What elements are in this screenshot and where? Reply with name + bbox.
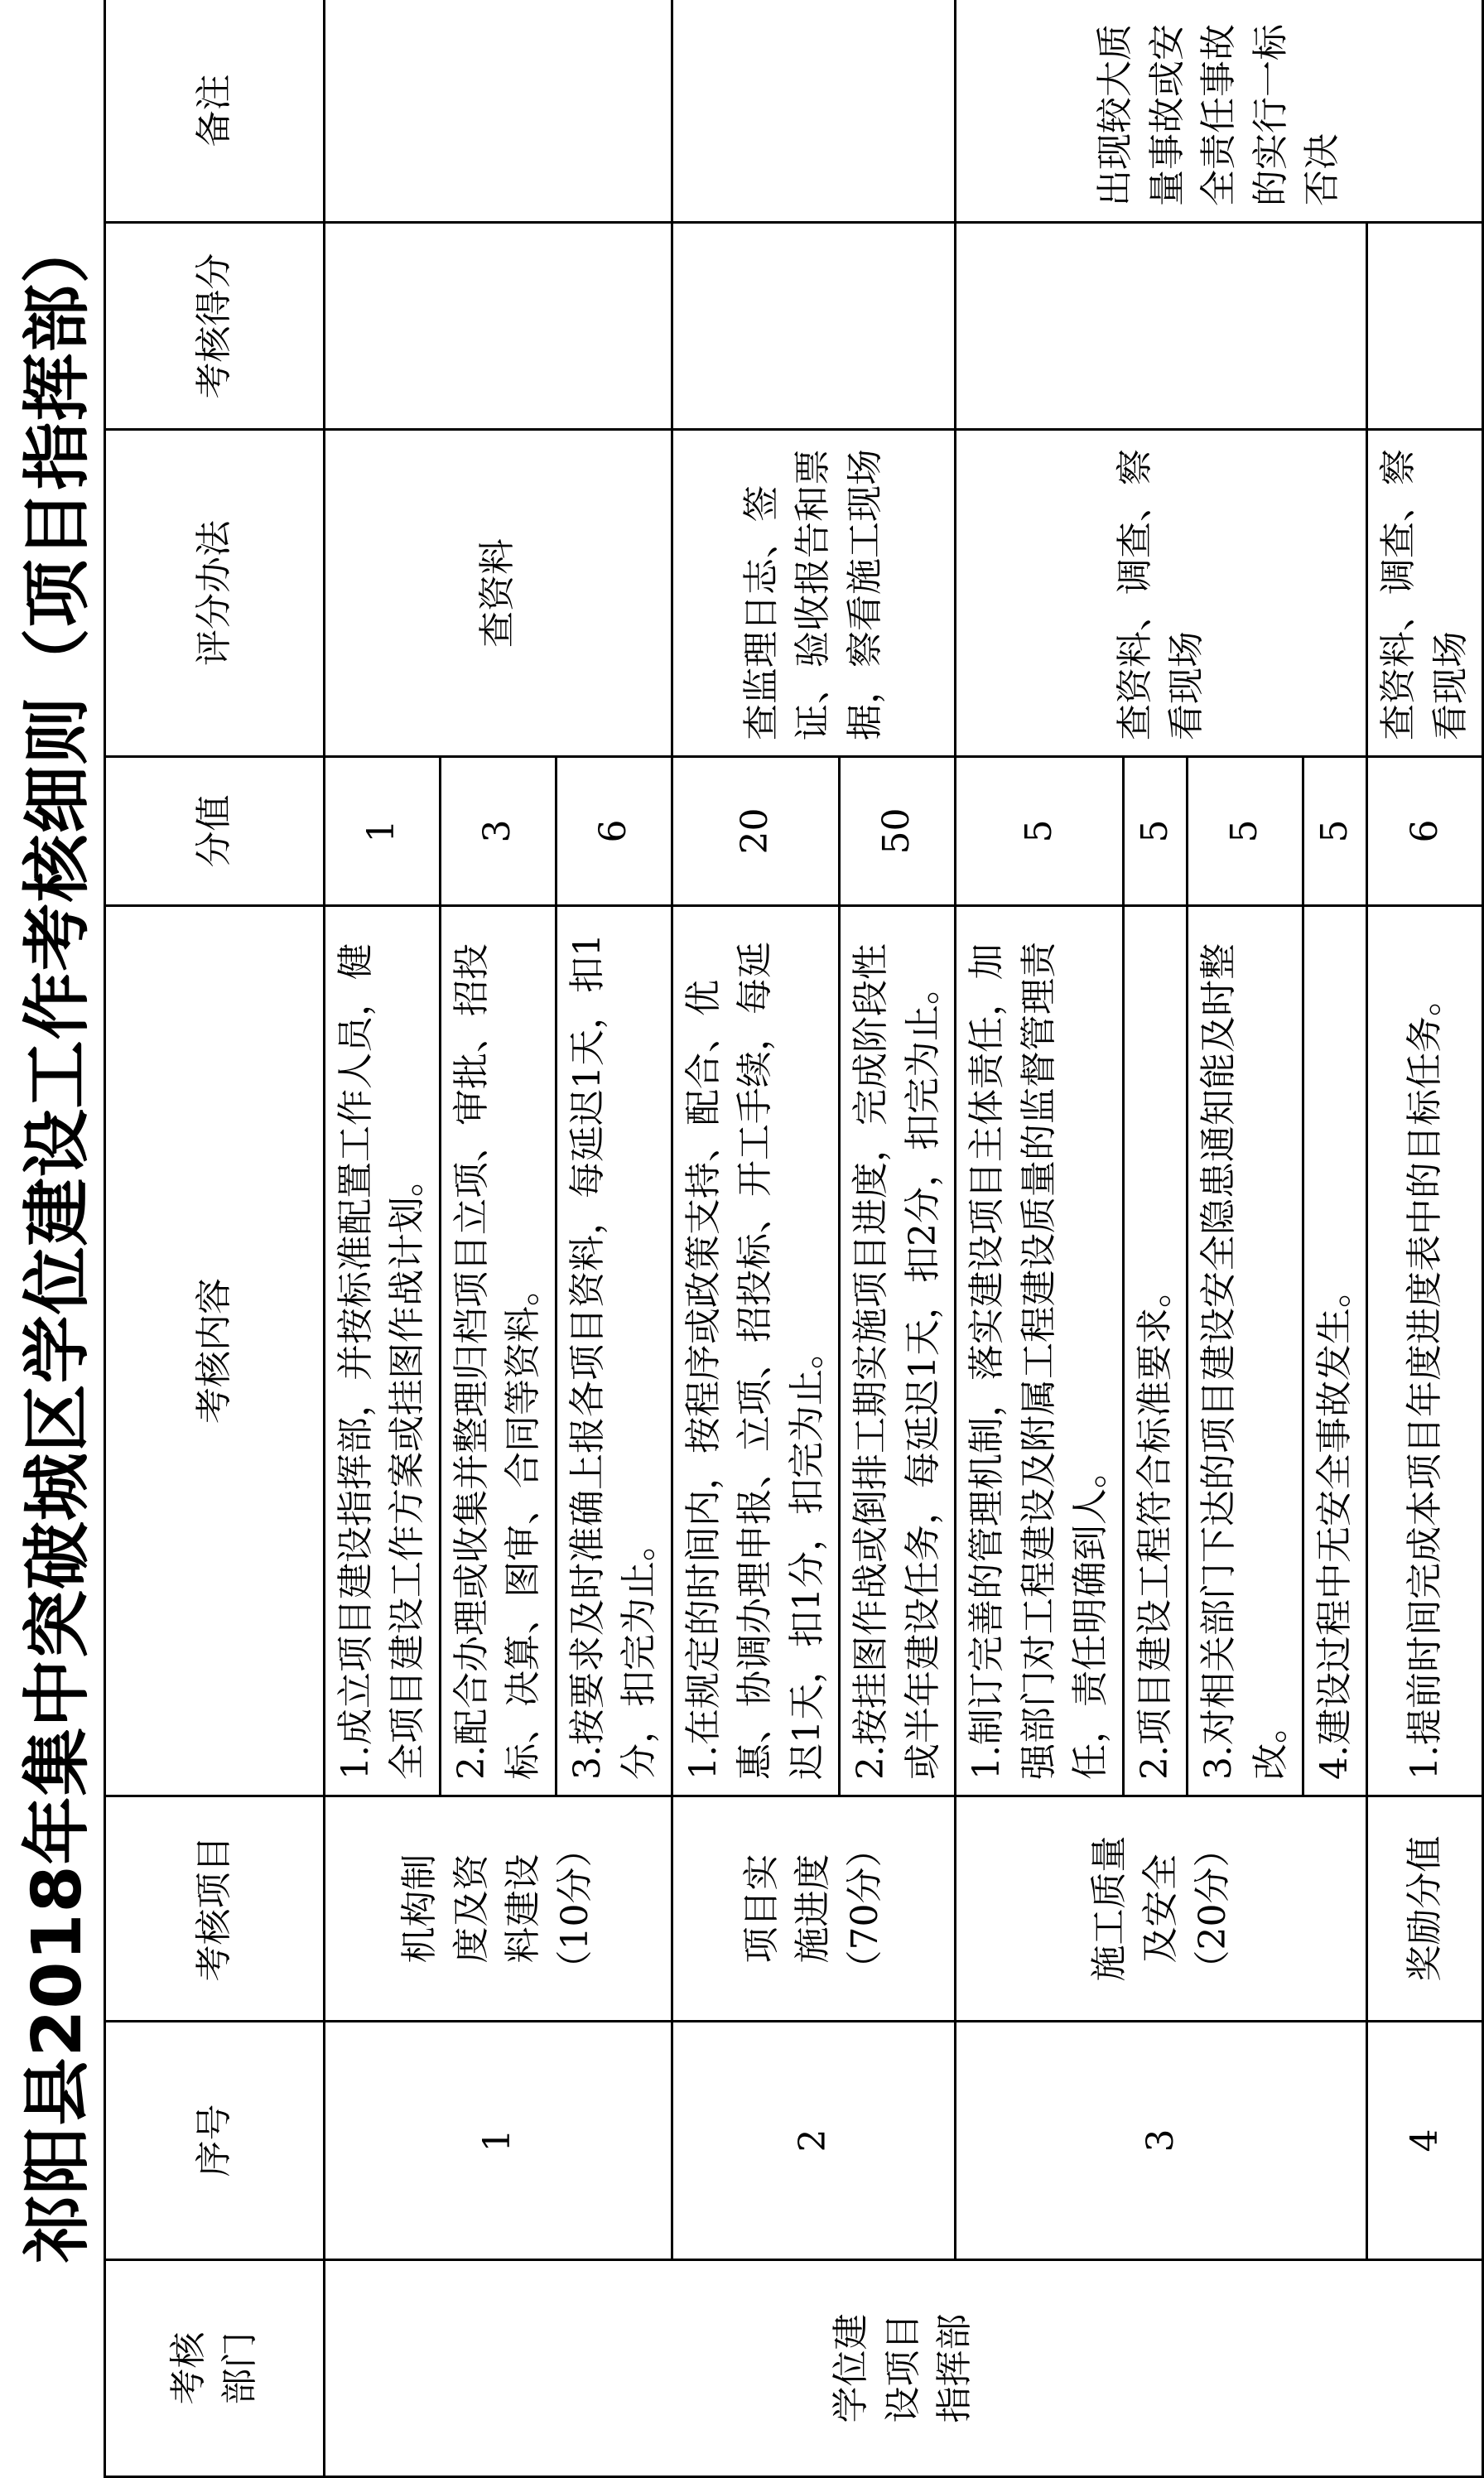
- page-title: 祁阳县2018年集中突破城区学位建设工作考核细则（项目指挥部）: [18, 215, 97, 2263]
- header-remark: 备注: [105, 0, 325, 223]
- group-2-no: 2: [672, 2022, 955, 2260]
- group-3-content-3: 3.对相关部门下达的项目建设安全隐患通知能及时整改。: [1188, 906, 1303, 1796]
- header-no: 序号: [105, 2022, 325, 2260]
- group-4-content-1: 1.提前时间完成本项目年度进度表中的目标任务。: [1367, 906, 1483, 1796]
- group-1-content-3: 3.按要求及时准确上报各项目资料，每延迟1天，扣1分，扣完为止。: [556, 906, 672, 1796]
- group-3-item-text: 施工质量 及安全 （20分）: [1087, 1830, 1234, 1987]
- table-row: [956, 0, 1123, 2477]
- group-3-score-2: 5: [1123, 757, 1187, 906]
- table-row: [1367, 0, 1483, 2477]
- group-1-result: [325, 223, 672, 430]
- header-method: 评分办法: [105, 430, 325, 757]
- header-content: 考核内容: [105, 906, 325, 1796]
- group-3-method: 查资料、调查、察看现场: [956, 430, 1367, 757]
- header-row: [105, 0, 325, 2477]
- group-3-remark: 出现较大质量事故或安全责任事故的实行一标否决: [956, 0, 1483, 223]
- table-row: [672, 0, 839, 2477]
- header-dept: [105, 2260, 325, 2477]
- dept-cell: [325, 2260, 1483, 2477]
- group-1-content-1: 1.成立项目建设指挥部，并按标准配置工作人员，健全项目建设工作方案或挂图作战计划。: [325, 906, 441, 1796]
- assessment-table: [104, 0, 1484, 2478]
- group-2-item-text: 项目实 施进度 （70分）: [740, 1830, 886, 1987]
- header-result: 考核得分: [105, 223, 325, 430]
- group-2-item: [672, 1796, 955, 2022]
- group-3-result: [956, 223, 1367, 430]
- table-row: [325, 0, 441, 2477]
- group-4-item: 奖励分值: [1367, 1796, 1483, 2022]
- group-3-content-1: 1.制订完善的管理机制，落实建设项目主体责任，加强部门对工程建设及附属工程建设质量的监督管理责任，责任明确到人。: [956, 906, 1123, 1796]
- group-3-score-1: 5: [956, 757, 1123, 906]
- group-3-item: [956, 1796, 1367, 2022]
- header-dept-text: 考核 部门: [166, 2331, 261, 2405]
- group-1-item: [325, 1796, 672, 2022]
- group-4-score-1: 6: [1367, 757, 1483, 906]
- group-1-item-text: 机构制 度及资 料建设 （10分）: [398, 1830, 596, 1987]
- group-1-no: 1: [325, 2022, 672, 2260]
- group-2-result: [672, 223, 955, 430]
- group-2-score-2: 50: [840, 757, 956, 906]
- group-2-score-1: 20: [672, 757, 839, 906]
- group-3-content-4: 4.建设过程中无安全事故发生。: [1303, 906, 1366, 1796]
- group-2-content-1: 1.在规定的时间内，按程序或政策支持、配合、优惠、协调办理申报、立项、招投标、开工手续，每延迟1天，扣1分，扣完为止。: [672, 906, 839, 1796]
- group-1-score-1: 1: [325, 757, 441, 906]
- group-1-method: 查资料: [325, 430, 672, 757]
- group-3-score-4: 5: [1303, 757, 1366, 906]
- group-3-content-2: 2.项目建设工程符合标准要求。: [1123, 906, 1187, 1796]
- group-1-score-3: 6: [556, 757, 672, 906]
- header-score: 分值: [105, 757, 325, 906]
- group-2-method: 查监理日志、签证、验收报告和票据，察看施工现场: [672, 430, 955, 757]
- group-1-remark: [325, 0, 672, 223]
- group-1-score-2: 3: [440, 757, 556, 906]
- group-2-content-2: 2.按挂图作战或倒排工期实施项目进度，完成阶段性或半年建设任务，每延迟1天，扣2分，扣完为止。: [840, 906, 956, 1796]
- group-2-remark: [672, 0, 955, 223]
- group-4-method: 查资料、调查、察看现场: [1367, 430, 1483, 757]
- group-4-result: [1367, 223, 1483, 430]
- group-3-no: 3: [956, 2022, 1367, 2260]
- group-4-no: 4: [1367, 2022, 1483, 2260]
- header-item: 考核项目: [105, 1796, 325, 2022]
- group-3-score-3: 5: [1188, 757, 1303, 906]
- dept-name: 学位建 设项目 指挥部: [830, 2313, 976, 2423]
- group-1-content-2: 2.配合办理或收集并整理归档项目立项、审批、招投标、决算、图审、合同等资料。: [440, 906, 556, 1796]
